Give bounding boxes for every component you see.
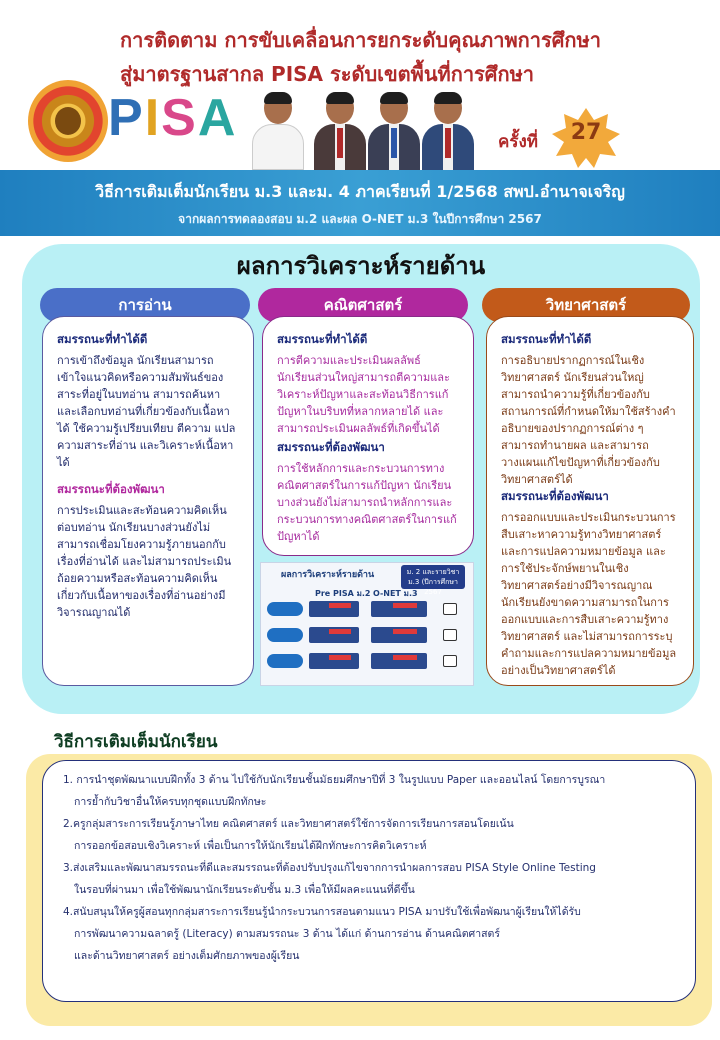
math-card (262, 316, 474, 556)
issue-number: 27 (570, 120, 602, 145)
science-gained-title: สมรรถนะที่ทำได้ดี (501, 332, 592, 346)
header (0, 0, 720, 170)
obec-seal-logo (28, 80, 108, 162)
reading-develop-text: การประเมินและสะท้อนความคิดเห็นต่อบทอ่าน นักเรียนบางส่วนยังไม่สามารถเชื่อมโยงความรู้ภายนอกกับเรื่องที่อ่านได้ และไม่สามารถประเมินถ้อยความหรือสะท้อนความคิดเห็นเกี่ยวกับเนื้อหาของเรื่องที่อ่านอย่างมีวิจารณญาณได้ (57, 504, 232, 619)
official-photo-1 (250, 92, 306, 170)
pisa-logo: PISA (108, 89, 238, 147)
reading-header: การอ่าน (40, 288, 250, 322)
title-line-2: สู่มาตรฐานสากล PISA ระดับเขตพื้นที่การศึกษา (120, 62, 535, 86)
banner-headline: วิธีการเติมเต็มนักเรียน ม.3 และม. 4 ภาคเรียนที่ 1/2568 สพป.อำนาจเจริญ (95, 182, 625, 201)
issue-label: ครั้งที่ (498, 132, 539, 152)
mini-chart-right-label: O-NET ม.3 (373, 589, 418, 598)
subtitle-banner (0, 170, 720, 236)
math-develop-text: การใช้หลักการและกระบวนการทางคณิตศาสตร์ในการแก้ปัญหา นักเรียนบางส่วนยังไม่สามารถนำหลักการและกระบวนการทางคณิตศาสตร์ในการแก้ปัญหาได้ (277, 462, 457, 543)
method-item-3: 3.ส่งเสริมและพัฒนาสมรรถนะที่ดีและสมรรถนะที่ต้องปรับปรุงแก้ไขจากการนำผลการสอบ PISA Style Online Testing ในรอบที่ผ่านมา เพื่อใช้พัฒนานักเรียนระดับชั้น ม.3 เพื่อให้มีผลคะแนนที่ดีขึ้น (63, 862, 596, 896)
official-photo-4 (420, 92, 476, 170)
science-develop-text: การออกแบบและประเมินกระบวนการสืบเสาะหาความรู้ทางวิทยาศาสตร์และการแปลความหมายข้อมูล และการใช้ประจักษ์พยานในเชิงวิทยาศาสตร์อย่างมีวิจารณญาณ นักเรียนยังขาดความสามารถในการออกแบบและการสืบเสาะความรู้ทางวิทยาศาสตร์ และไม่สามารถการระบุคำถามและการแปลความหมายข้อมูลอย่างเป็นวิทยาศาสตร์ได้ (501, 511, 677, 677)
math-gained-title: สมรรถนะที่ทำได้ดี (277, 332, 368, 346)
math-develop-title: สมรรถนะที่ต้องพัฒนา (277, 440, 385, 454)
method-item-2: 2.ครูกลุ่มสาระการเรียนรู้ภาษาไทย คณิตศาสตร์ และวิทยาศาสตร์ใช้การจัดการเรียนการสอนโดยเน้น การออกข้อสอบเชิงวิเคราะห์ เพื่อเป็นการให้นักเรียนได้ฝึกทักษะการคิดวิเคราะห์ (63, 818, 514, 852)
mini-chart-row (267, 625, 467, 647)
mini-chart-title: ผลการวิเคราะห์รายด้าน (281, 570, 375, 580)
science-header: วิทยาศาสตร์ (482, 288, 690, 322)
mini-chart-row (267, 651, 467, 673)
methods-title: วิธีการเติมเต็มนักเรียน (54, 732, 218, 752)
science-develop-title: สมรรถนะที่ต้องพัฒนา (501, 489, 609, 503)
official-photo-2 (312, 92, 368, 170)
official-photo-3 (366, 92, 422, 170)
reading-gained-text: การเข้าถึงข้อมูล นักเรียนสามารถเข้าใจแนวคิดหรือความสัมพันธ์ของสาระที่อยู่ในบทอ่าน สามารถค้นหาและเลือกบทอ่านที่เกี่ยวข้องกับเนื้อหาได้ ใช้ความรู้เปรียบเทียบ ตีความ แปลความสาระที่อ่าน และวิเคราะห์เนื้อหาได้ (57, 354, 236, 469)
banner-subline: จากผลการทดลองสอบ ม.2 และผล O-NET ม.3 ในปีการศึกษา 2567 (178, 212, 542, 226)
analysis-chart-thumbnail (260, 562, 474, 686)
analysis-title: ผลการวิเคราะห์รายด้าน (236, 252, 486, 280)
method-item-4: 4.สนับสนุนให้ครูผู้สอนทุกกลุ่มสาระการเรียนรู้นำกระบวนการสอนตามแนว PISA มาปรับใช้เพื่อพัฒนาผู้เรียนให้ได้รับ การพัฒนาความฉลาดรู้ (Literacy) ตามสมรรถนะ 3 ด้าน ได้แก่ ด้านการอ่าน ด้านคณิตศาสตร์ และด้านวิทยาศาสตร์ อย่างเต็มศักยภาพของผู้เรียน (63, 906, 581, 962)
title-line-1: การติดตาม การขับเคลื่อนการยกระดับคุณภาพการศึกษา (120, 28, 601, 52)
reading-card (42, 316, 254, 686)
methods-list-box (42, 760, 696, 1002)
mini-chart-left-label: Pre PISA ม.2 (315, 589, 371, 598)
science-card (486, 316, 694, 686)
reading-develop-title: สมรรถนะที่ต้องพัฒนา (57, 482, 165, 496)
method-item-1: 1. การนำชุดพัฒนาแบบฝึกทั้ง 3 ด้าน ไปใช้กับนักเรียนชั้นมัธยมศึกษาปีที่ 3 ในรูปแบบ Paper และออนไลน์ โดยการบูรณา การย้ำกับวิชาอื่นให้ครบทุกชุดแบบฝึกทักษะ (63, 774, 606, 808)
reading-gained-title: สมรรถนะที่ทำได้ดี (57, 332, 148, 346)
mini-chart-row (267, 599, 467, 621)
mini-chart-tag: ม. 2 และรายวิชา ม.3 (ปีการศึกษา 2567 (401, 565, 465, 589)
math-header: คณิตศาสตร์ (258, 288, 468, 322)
science-gained-text: การอธิบายปรากฏการณ์ในเชิงวิทยาศาสตร์ นักเรียนส่วนใหญ่สามารถนำความรู้ที่เกี่ยวข้องกับสถานการณ์ที่กำหนดให้มาใช้สร้างคำอธิบายของปรากฏการณ์ต่าง ๆ สามารถทำนายผล และสามารถวางแผนแก้ไขปัญหาที่เกี่ยวข้องกับวิทยาศาสตร์ได้ (501, 354, 676, 486)
methods-list (63, 769, 681, 967)
math-gained-text: การตีความและประเมินผลลัพธ์ นักเรียนส่วนใหญ่สามารถตีความและวิเคราะห์ปัญหาและสะท้อนวิธีการแก้ปัญหาในบริบทที่หลากหลายได้ และสามารถประเมินผลลัพธ์ที่เกิดขึ้นได้ (277, 354, 450, 435)
